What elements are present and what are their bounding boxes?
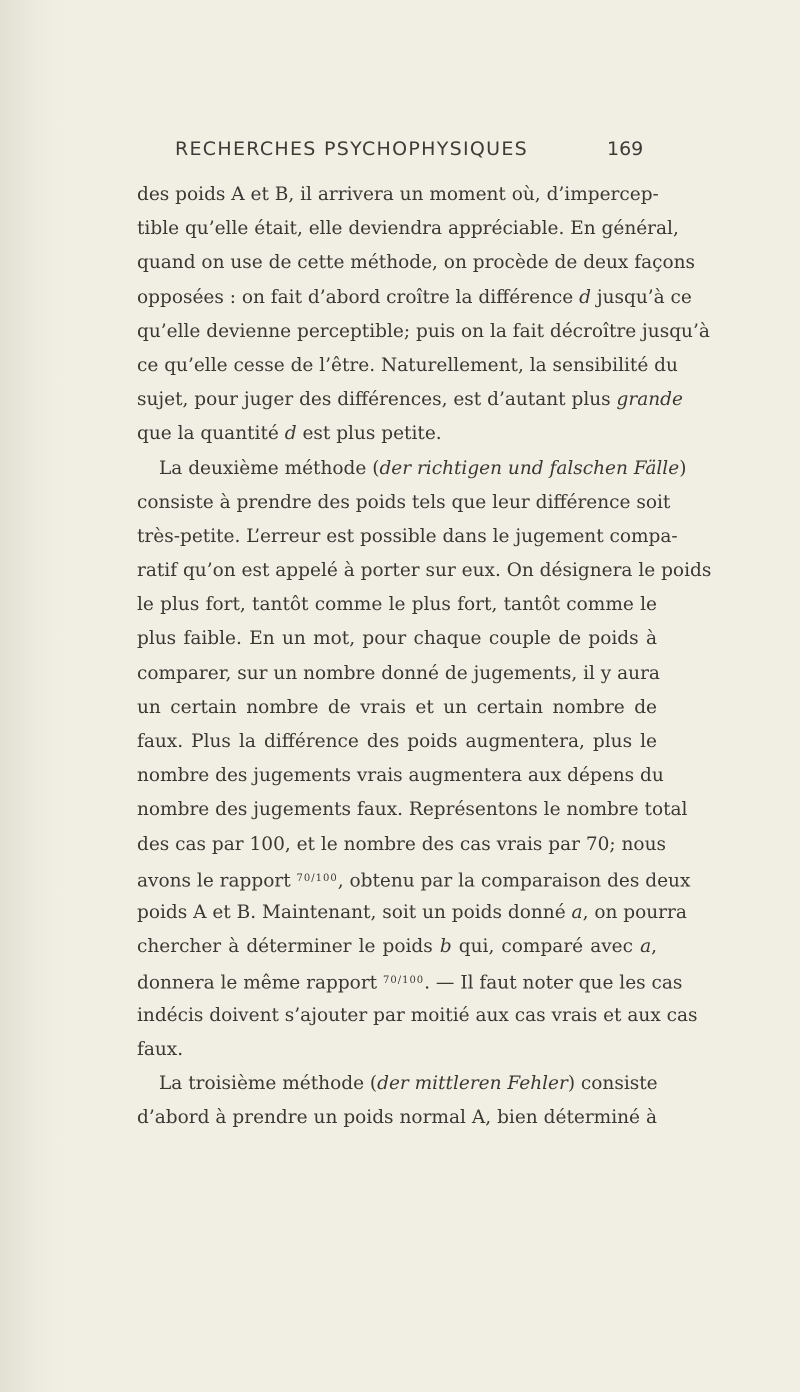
fraction: 70/100: [296, 872, 338, 884]
text-line: faux.: [137, 1038, 184, 1060]
text-line: d’abord à prendre un poids normal A, bien déterminé à: [137, 1107, 657, 1129]
text-line: faux. Plus la différence des poids augmentera, plus le: [137, 731, 657, 752]
variable-d: d: [579, 286, 591, 308]
text-line: consiste à prendre des poids tels que leur différence soit: [137, 491, 671, 513]
text-line: avons le rapport $^{70/100}$, obtenu par la comparaison des deux: [137, 870, 691, 892]
text-line: poids A et B. Maintenant, soit un poids donné a, on pourra: [137, 901, 687, 923]
text-line: des poids A et B, il arrivera un moment où, d’impercep-: [137, 184, 659, 205]
text-line: quand on use de cette méthode, on procède de deux façons: [137, 252, 696, 274]
text-line: chercher à déterminer le poids b qui, comparé avec a,: [137, 936, 657, 958]
method-name: der richtigen und falschen Fälle: [379, 457, 680, 479]
text-line: ratif qu’on est appelé à porter sur eux. On désignera le poids: [137, 560, 712, 582]
variable-a: a: [571, 901, 583, 923]
text-line: des cas par 100, et le nombre des cas vrais par 70; nous: [137, 833, 666, 855]
text-line: un certain nombre de vrais et un certain nombre de: [137, 696, 657, 718]
text-line: sujet, pour juger des différences, est d’autant plus grande: [137, 389, 683, 411]
text-line: que la quantité d est plus petite.: [137, 423, 442, 445]
text-line: très-petite. L’erreur est possible dans le jugement compa-: [137, 525, 678, 547]
text-line: ce qu’elle cesse de l’être. Naturellement, la sensibilité du: [137, 354, 678, 376]
variable-b: b: [439, 936, 452, 958]
text-line: nombre des jugements vrais augmentera aux dépens du: [137, 765, 664, 787]
variable-a: a: [640, 936, 652, 958]
running-head: RECHERCHES PSYCHOPHYSIQUES: [175, 138, 529, 160]
text-line: tible qu’elle était, elle deviendra appréciable. En général,: [137, 218, 679, 240]
body-text: [137, 178, 712, 1135]
page-header: [0, 138, 800, 168]
text-line: nombre des jugements faux. Représentons le nombre total: [137, 799, 688, 821]
text-line: indécis doivent s’ajouter par moitié aux cas vrais et aux cas: [137, 1004, 698, 1026]
text-line: opposées : on fait d’abord croître la différence d jusqu’à ce: [137, 286, 692, 308]
text-line: plus faible. En un mot, pour chaque couple de poids à: [137, 628, 657, 650]
text-line: donnera le même rapport $^{70/100}$. — Il faut noter que les cas: [137, 972, 683, 994]
page-edge-shadow: [0, 0, 60, 1392]
page-number: 169: [607, 138, 644, 160]
method-name: der mittleren Fehler: [377, 1072, 568, 1094]
text-line: le plus fort, tantôt comme le plus fort, tantôt comme le: [137, 594, 657, 616]
fraction: 70/100: [382, 975, 425, 987]
text-line: La deuxième méthode (der richtigen und falschen Fälle): [159, 457, 687, 479]
variable-d: d: [284, 423, 297, 445]
text-line: qu’elle devienne perceptible; puis on la fait décroître jusqu’à: [137, 320, 710, 342]
emphasis-grande: grande: [616, 389, 683, 411]
text-line: comparer, sur un nombre donné de jugements, il y aura: [137, 662, 660, 684]
text-line: La troisième méthode (der mittleren Fehler) consiste: [159, 1072, 658, 1094]
